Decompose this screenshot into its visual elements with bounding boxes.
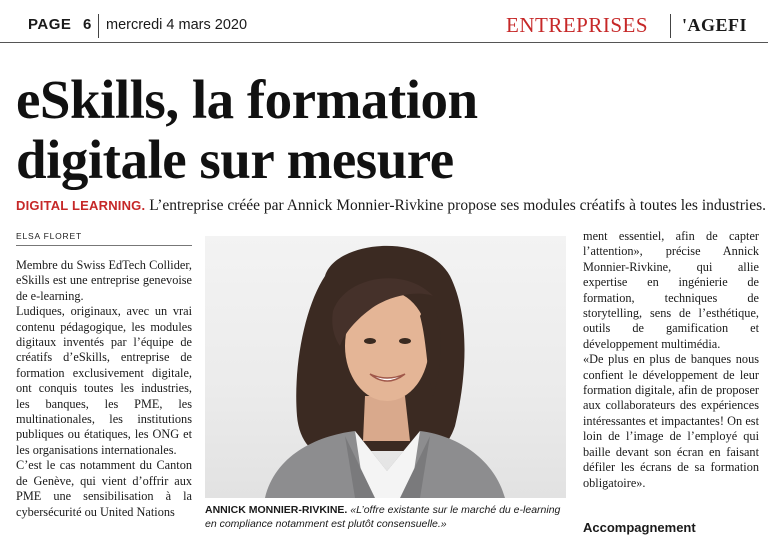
header-divider [98,14,99,38]
subheading: Accompagnement [583,520,696,535]
headline-line-2: digitale sur mesure [16,129,454,190]
header-divider-right [670,14,671,38]
section-name: ENTREPRISES [506,13,649,37]
photo-caption [205,503,566,531]
paragraph: C’est le cas notamment du Canton de Genève, qui vient d’offrir aux PME une sensibilisation à la cybersécurité ou United Nations [16,458,192,519]
kicker: DIGITAL LEARNING. [16,198,146,213]
paragraph: «De plus en plus de banques nous confient le développement de leur formation digitale, afin de proposer aux collaborateurs des expériences intéressantes et impactantes! On est loin de l’image de l’employé qui baille devant son écran en faisant défiler les écrans de sa formation obligatoire». [583,352,759,490]
paragraph: Ludiques, originaux, avec un vrai contenu pédagogique, les modules digitaux inventés par l’équipe de créatifs d’eSkills, entreprise de formation exclusivement digitale, ont conquis toutes les industries, les banques, les PME, les multinationales, les institutions publiques ou étatiques, les ONG et les organisations internationales. [16,304,192,457]
headline [16,70,746,190]
headline-line-1: eSkills, la formation [16,69,478,130]
page-number: 6 [83,16,92,33]
publication-logo: 'AGEFI [682,15,748,35]
paragraph: ment essentiel, afin de capter l’attention», précise Annick Monnier-Rivkine, qui allie expertise en ingénierie de formation, techniques de storytelling, sens de l’esthétique, outils de gamification et développement multimédia. [583,229,759,351]
paragraph: Membre du Swiss EdTech Collider, eSkills est une entreprise genevoise de e-learning. [16,258,192,303]
article-column-3 [583,229,759,491]
caption-quote: «L’offre existante sur le marché du e-learning en compliance notamment est plutôt consensuelle.» [205,504,561,530]
article-column-1 [16,258,192,520]
lede-text: L’entreprise créée par Annick Monnier-Rivkine propose ses modules créatifs à toutes les industries. [145,197,766,214]
portrait-photo [205,236,566,498]
caption-name: ANNICK MONNIER-RIVKINE. [205,504,348,516]
byline: ELSA FLORET [16,231,82,241]
page-label: PAGE [28,16,72,33]
portrait-illustration [205,236,566,498]
lede [16,197,764,215]
issue-date: mercredi 4 mars 2020 [106,17,248,33]
header-rule [0,42,768,43]
byline-rule [16,245,192,246]
